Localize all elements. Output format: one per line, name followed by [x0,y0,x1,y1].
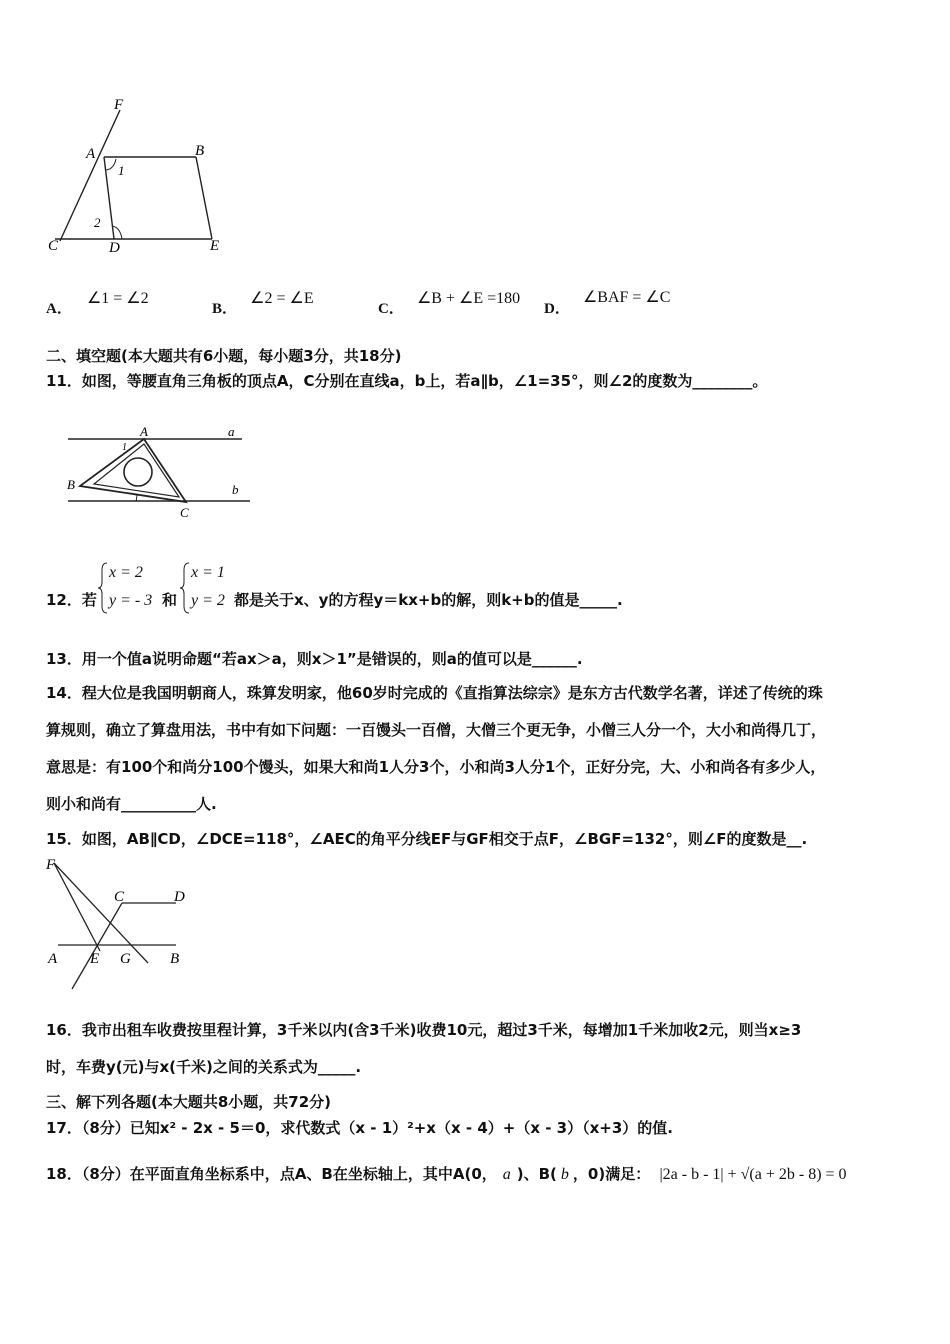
q18-text: 18．（8分）在平面直角坐标系中，点A、B在坐标轴上，其中A(0， [46,1165,497,1183]
question-11: 11．如图，等腰直角三角板的顶点A，C分别在直线a，b上，若a∥b，∠1=35°，则∠2的度数为________。 [46,372,768,390]
option-b-expr: ∠2 = ∠E [250,290,314,307]
question-14-line-1: 14．程大位是我国明朝商人，珠算发明家，他60岁时完成的《直指算法综宗》是东方古代数学名著，详述了传统的珠 [46,684,823,702]
question-16-line-2: 时，车费y(元)与x(千米)之间的关系式为_____. [46,1058,362,1076]
figure-angle-bisector [44,853,194,993]
question-14-line-4: 则小和尚有__________人. [46,795,217,813]
system2-bottom: y = 2 [191,592,225,609]
question-15: 15．如图，AB∥CD，∠DCE=118°，∠AEC的角平分线EF与GF相交于点F，∠BGF=132°，则∠F的度数是__. [46,830,808,848]
label-F: F [114,97,124,113]
figure-parallelogram [40,95,240,260]
question-16-line-1: 16．我市出租车收费按里程计算，3千米以内(含3千米)收费10元，超过3千米，每增加1千米加收2元，则当x≥3 [46,1021,802,1039]
q12-prefix: 12．若 [46,591,97,609]
label-B: B [67,477,75,492]
question-13: 13．用一个值a说明命题“若ax＞a，则x＞1”是错误的，则a的值可以是______. [46,650,583,668]
label-C: C [114,889,125,905]
system1-top: x = 2 [109,564,143,581]
q18-b: b [560,1166,569,1183]
label-A: A [140,424,148,439]
label-angle2: 1 [134,493,139,504]
label-1: 1 [118,163,125,178]
option-c[interactable] [378,290,521,318]
label-E: E [90,951,100,967]
q18-end: ，0)满足： [572,1165,651,1183]
system2-top: x = 1 [191,564,225,581]
q18-a: a [502,1166,511,1183]
label-C: C [48,238,59,254]
label-B: B [170,951,180,967]
label-A: A [86,146,96,162]
option-d-label: D． [544,301,570,317]
label-F: F [46,857,56,873]
label-b: b [232,482,239,497]
option-d[interactable] [544,289,671,318]
question-14-line-2: 算规则，确立了算盘用法，书中有如下问题：一百馒头一百僧，大僧三个更无争，小僧三人分一个，大小和尚得几丁， [46,721,827,739]
question-14-line-3: 意思是：有100个和尚分100个馒头，如果大和尚1人分3个，小和尚3人分1个，正好分完，大、小和尚各有多少人， [46,758,826,776]
option-a-expr: ∠1 = ∠2 [86,290,149,307]
figure-triangle-parallel [62,422,257,522]
label-D: D [174,889,185,905]
label-C: C [180,505,189,520]
option-c-expr: ∠B + ∠E =180 [416,290,521,307]
brace-icon [98,562,108,614]
label-G: G [120,951,131,967]
option-a-label: A． [46,301,72,317]
q18-mid: )、B( [516,1165,557,1183]
brace-icon [180,562,190,614]
label-D: D [109,240,120,256]
option-a[interactable] [46,290,149,318]
question-18 [46,1163,847,1184]
label-A: A [48,951,58,967]
question-17: 17．（8分）已知x² - 2x - 5＝0，求代数式（x - 1）²+x（x - 4）+（x - 3）（x+3）的值. [46,1119,673,1137]
option-b[interactable] [212,290,314,318]
q12-and: 和 [162,591,178,609]
label-E: E [210,238,220,254]
label-angle1: 1 [122,442,127,453]
label-2: 2 [94,215,101,230]
option-c-label: C． [378,301,404,317]
q12-suffix: 都是关于x、y的方程y＝kx+b的解，则k+b的值是_____. [234,591,623,609]
section-3-heading: 三、解下列各题(本大题共8小题，共72分) [46,1093,332,1111]
label-B: B [195,143,205,159]
q18-formula: |2a - b - 1| + √(a + 2b - 8) = 0 [659,1166,847,1183]
option-d-expr: ∠BAF = ∠C [582,289,671,306]
label-a: a [228,424,235,439]
option-b-label: B． [212,301,238,317]
section-2-heading: 二、填空题(本大题共有6小题，每小题3分，共18分) [46,347,402,365]
system1-bottom: y = - 3 [109,592,153,609]
